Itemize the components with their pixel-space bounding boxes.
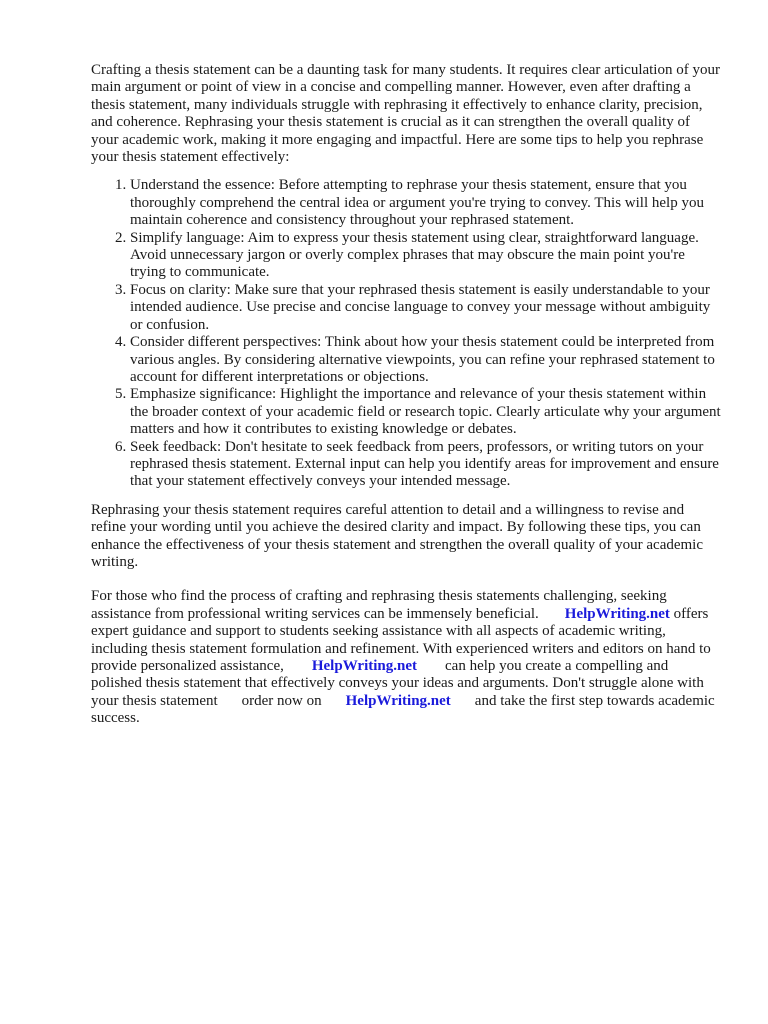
intro-paragraph: Crafting a thesis statement can be a daunting task for many students. It requires clear articulation of your main argument or point of view in a concise and compelling manner. However, even after drafting a thesis statement, many individuals struggle with rephrasing it effectively to enhance clarity, precision, and coherence. Rephrasing your thesis statement is crucial as it can strengthen the overall quality of your academic work, making it more engaging and impactful. Here are some tips to help you rephrase your thesis statement effectively: (91, 62, 720, 166)
helpwriting-link-3[interactable]: HelpWriting.net (345, 692, 451, 709)
document-page (91, 62, 721, 728)
promo-text-3: can help you create a compelling and polished thesis statement that effectively conveys your ideas and arguments. Don't struggle alone with your thesis statement (91, 658, 704, 709)
promo-text-1: For those who find the process of crafting and rephrasing thesis statements challenging, seeking assistance from professional writing services can be immensely beneficial. (91, 588, 667, 622)
promo-text-2: offers expert guidance and support to students seeking assistance with all aspects of academic writing, including thesis statement formulation and refinement. With experienced writers and editors on hand to provide personalized assistance, (91, 605, 711, 674)
list-item: 6. Seek feedback: Don't hesitate to seek feedback from peers, professors, or writing tutors on your rephrased thesis statement. External input can help you identify areas for improvement and ensure that your statement effectively conveys your intended message. (130, 439, 721, 491)
list-item: 5. Emphasize significance: Highlight the importance and relevance of your thesis statement within the broader context of your academic field or research topic. Clearly articulate why your argument matters and how it contributes to existing knowledge or debates. (130, 386, 721, 438)
list-item: 1. Understand the essence: Before attempting to rephrase your thesis statement, ensure that you thoroughly comprehend the central idea or argument you're trying to convey. This will help you maintain coherence and consistency throughout your rephrased statement. (130, 177, 721, 229)
tips-list (91, 177, 721, 490)
list-item: 2. Simplify language: Aim to express your thesis statement using clear, straightforward language. Avoid unnecessary jargon or overly complex phrases that may obscure the main point you're trying to communicate. (130, 230, 721, 282)
list-item: 4. Consider different perspectives: Think about how your thesis statement could be interpreted from various angles. By considering alternative viewpoints, you can refine your rephrased statement to account for different interpretations or objections. (130, 334, 721, 386)
helpwriting-link-1[interactable]: HelpWriting.net (564, 605, 670, 622)
list-item: 3. Focus on clarity: Make sure that your rephrased thesis statement is easily understandable to your intended audience. Use precise and concise language to convey your message without ambiguity or confusion. (130, 282, 721, 334)
promo-paragraph (91, 588, 721, 727)
helpwriting-link-2[interactable]: HelpWriting.net (311, 658, 417, 674)
conclusion-paragraph: Rephrasing your thesis statement requires careful attention to detail and a willingness to revise and refine your wording until you achieve the desired clarity and impact. By following these tips, you can enhance the effectiveness of your thesis statement and strengthen the overall quality of your academic writing. (91, 501, 703, 570)
promo-text-5: and take the first step towards academic success. (91, 692, 715, 727)
promo-text-4: order now on (241, 692, 322, 709)
